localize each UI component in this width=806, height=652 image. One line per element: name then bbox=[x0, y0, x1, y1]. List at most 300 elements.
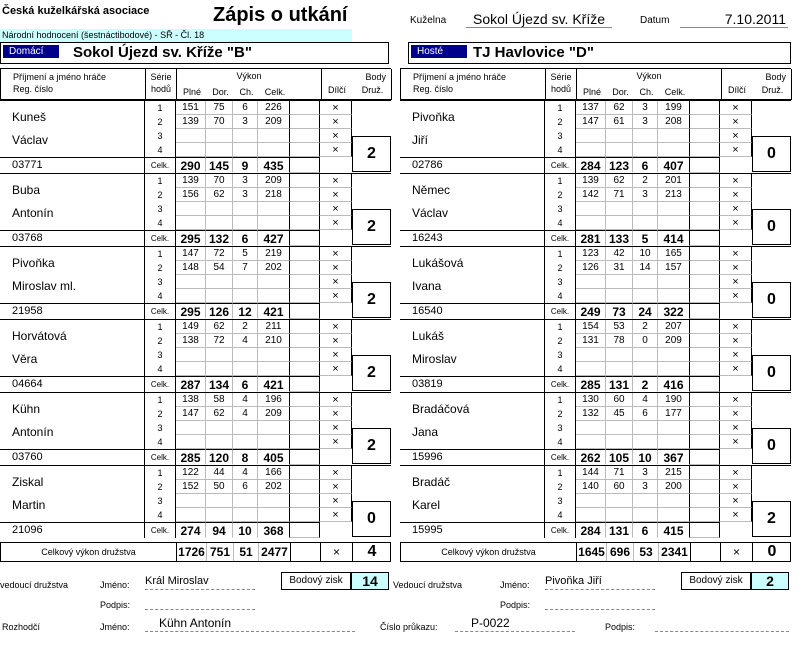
series-num: 1 bbox=[144, 247, 176, 261]
guest-name-col: Příjmení a jméno hráče bbox=[413, 72, 507, 82]
dilci-cell: × bbox=[320, 247, 352, 261]
series-cell: 3 bbox=[233, 115, 258, 129]
series-num: 1 bbox=[544, 247, 576, 261]
series-cell bbox=[233, 362, 258, 376]
total-cell: 285 bbox=[176, 449, 206, 465]
series-cell: 71 bbox=[606, 466, 633, 480]
series-cell: 139 bbox=[576, 174, 606, 188]
series-num: 3 bbox=[544, 275, 576, 289]
referee-sign-field[interactable] bbox=[655, 616, 789, 632]
series-num: 3 bbox=[544, 129, 576, 143]
series-cell: 149 bbox=[176, 320, 206, 334]
player-surname: Bradáčová bbox=[412, 402, 470, 416]
total-cell: 285 bbox=[576, 376, 606, 392]
player-points-box: 2 bbox=[352, 355, 391, 391]
guest-sign-field[interactable] bbox=[545, 596, 655, 610]
page-title: Zápis o utkání bbox=[213, 4, 348, 26]
home-leader-field[interactable]: Král Miroslav bbox=[145, 575, 255, 590]
team-total-cell: 1726 bbox=[177, 543, 207, 561]
series-cell: 3 bbox=[233, 174, 258, 188]
series-num: 3 bbox=[544, 348, 576, 362]
series-cell bbox=[658, 143, 690, 157]
total-cell: 322 bbox=[658, 303, 690, 319]
home-name-col: Příjmení a jméno hráče bbox=[13, 72, 107, 82]
total-cell: 262 bbox=[576, 449, 606, 465]
series-cell bbox=[633, 129, 658, 143]
total-cell: 368 bbox=[258, 522, 290, 538]
home-player-1 bbox=[0, 100, 391, 173]
org-name: Česká kuželkářská asociace bbox=[2, 5, 150, 17]
series-cell bbox=[576, 508, 606, 522]
series-num: 2 bbox=[544, 480, 576, 494]
series-cell: 218 bbox=[258, 188, 290, 202]
series-cell bbox=[176, 421, 206, 435]
series-cell: 138 bbox=[176, 393, 206, 407]
series-cell bbox=[576, 362, 606, 376]
total-cell: 9 bbox=[233, 157, 258, 173]
series-cell bbox=[606, 362, 633, 376]
player-reg: 15996 bbox=[412, 451, 443, 463]
dilci-cell: × bbox=[320, 216, 352, 230]
total-cell: 427 bbox=[258, 230, 290, 246]
series-cell bbox=[658, 289, 690, 303]
team-total-label: Celkový výkon družstva bbox=[401, 543, 577, 561]
series-cell bbox=[606, 275, 633, 289]
total-cell: 405 bbox=[258, 449, 290, 465]
series-cell bbox=[576, 435, 606, 449]
series-cell bbox=[606, 129, 633, 143]
series-cell: 62 bbox=[206, 407, 233, 421]
series-cell: 6 bbox=[633, 407, 658, 421]
series-cell bbox=[258, 143, 290, 157]
total-cell: 249 bbox=[576, 303, 606, 319]
home-dor-col: Dor. bbox=[212, 87, 229, 97]
series-num: 4 bbox=[144, 143, 176, 157]
guest-leader-field[interactable]: Pivoňka Jiří bbox=[545, 575, 655, 590]
series-cell: 6 bbox=[233, 101, 258, 115]
guest-perf-col: Výkon bbox=[636, 71, 662, 81]
guest-player-5 bbox=[400, 392, 791, 465]
total-cell: 416 bbox=[658, 376, 690, 392]
series-cell bbox=[576, 216, 606, 230]
series-cell bbox=[258, 435, 290, 449]
alley-label: Kuželna bbox=[410, 15, 447, 26]
series-cell bbox=[176, 289, 206, 303]
home-reg-col: Reg. číslo bbox=[13, 84, 54, 94]
guest-side bbox=[400, 68, 791, 610]
series-num: 2 bbox=[144, 407, 176, 421]
player-surname: Ziskal bbox=[12, 475, 44, 489]
series-cell bbox=[633, 143, 658, 157]
dilci-cell: × bbox=[720, 320, 752, 334]
dilci-cell: × bbox=[320, 261, 352, 275]
total-cell: 6 bbox=[633, 157, 658, 173]
series-cell bbox=[633, 362, 658, 376]
series-cell bbox=[606, 143, 633, 157]
dilci-cell: × bbox=[320, 421, 352, 435]
series-cell: 42 bbox=[606, 247, 633, 261]
series-cell bbox=[233, 143, 258, 157]
dilci-cell: × bbox=[720, 466, 752, 480]
guest-series-col: Série hodů bbox=[545, 69, 577, 100]
series-num: 1 bbox=[544, 174, 576, 188]
series-num: 3 bbox=[144, 348, 176, 362]
series-cell: 201 bbox=[658, 174, 690, 188]
series-cell: 202 bbox=[258, 480, 290, 494]
series-cell bbox=[658, 202, 690, 216]
home-col-header bbox=[0, 68, 391, 100]
series-cell bbox=[176, 202, 206, 216]
series-cell bbox=[206, 275, 233, 289]
team-total-cell: 1645 bbox=[577, 543, 607, 561]
total-cell: 295 bbox=[176, 303, 206, 319]
player-surname: Lukáš bbox=[412, 329, 445, 343]
series-num: 3 bbox=[144, 421, 176, 435]
series-num: 2 bbox=[144, 480, 176, 494]
team-points: 0 bbox=[767, 543, 777, 560]
dilci-cell: × bbox=[320, 508, 352, 522]
total-cell: 12 bbox=[233, 303, 258, 319]
player-reg: 15995 bbox=[412, 524, 443, 536]
series-cell bbox=[206, 508, 233, 522]
guest-leader-label: Vedoucí družstva bbox=[393, 580, 463, 590]
series-cell bbox=[576, 494, 606, 508]
series-cell: 3 bbox=[233, 188, 258, 202]
series-cell: 5 bbox=[233, 247, 258, 261]
player-points-box: 0 bbox=[752, 282, 791, 318]
guest-dor-col: Dor. bbox=[612, 87, 629, 97]
series-cell: 10 bbox=[633, 247, 658, 261]
series-cell: 213 bbox=[658, 188, 690, 202]
series-cell bbox=[258, 129, 290, 143]
home-team-bar bbox=[0, 42, 389, 64]
dilci-cell: × bbox=[720, 115, 752, 129]
guest-sign-label: Podpis: bbox=[500, 600, 531, 610]
home-ch-col: Ch. bbox=[239, 87, 254, 97]
series-cell: 72 bbox=[206, 247, 233, 261]
series-cell bbox=[206, 435, 233, 449]
series-num: 3 bbox=[544, 421, 576, 435]
referee-name-label: Jméno: bbox=[100, 622, 130, 632]
series-cell bbox=[258, 202, 290, 216]
dilci-cell: × bbox=[720, 435, 752, 449]
series-num: 4 bbox=[544, 362, 576, 376]
dilci-cell: × bbox=[320, 202, 352, 216]
total-cell: 10 bbox=[633, 449, 658, 465]
date-field[interactable]: 7.10.2011 bbox=[680, 11, 788, 28]
dilci-cell: × bbox=[320, 334, 352, 348]
series-cell: 54 bbox=[206, 261, 233, 275]
total-cell: 290 bbox=[176, 157, 206, 173]
total-cell: 295 bbox=[176, 230, 206, 246]
series-cell: 156 bbox=[176, 188, 206, 202]
series-cell: 209 bbox=[258, 174, 290, 188]
series-cell: 14 bbox=[633, 261, 658, 275]
series-cell: 31 bbox=[606, 261, 633, 275]
guest-player-6 bbox=[400, 465, 791, 538]
series-num: 1 bbox=[544, 393, 576, 407]
home-leader-label: vedoucí družstva bbox=[0, 580, 69, 590]
series-cell: 6 bbox=[233, 480, 258, 494]
series-cell: 3 bbox=[633, 188, 658, 202]
total-cell: 131 bbox=[606, 376, 633, 392]
player-surname: Buba bbox=[12, 183, 41, 197]
series-cell bbox=[258, 348, 290, 362]
player-points-box: 0 bbox=[352, 501, 391, 537]
series-cell bbox=[633, 202, 658, 216]
player-surname: Pivoňka bbox=[12, 256, 55, 270]
player-firstname: Martin bbox=[12, 498, 46, 512]
series-cell bbox=[233, 435, 258, 449]
player-points-box: 0 bbox=[752, 428, 791, 464]
team-total-label: Celkový výkon družstva bbox=[1, 543, 177, 561]
series-cell bbox=[176, 435, 206, 449]
series-cell: 75 bbox=[206, 101, 233, 115]
total-cell: 367 bbox=[658, 449, 690, 465]
series-cell: 200 bbox=[658, 480, 690, 494]
home-dilci-col: Dílčí bbox=[328, 85, 346, 95]
series-cell bbox=[206, 362, 233, 376]
series-cell: 166 bbox=[258, 466, 290, 480]
series-cell bbox=[606, 348, 633, 362]
dilci-cell: × bbox=[320, 494, 352, 508]
series-cell bbox=[206, 289, 233, 303]
total-cell: 94 bbox=[206, 522, 233, 538]
series-num: 2 bbox=[144, 334, 176, 348]
series-num: 1 bbox=[144, 466, 176, 480]
team-total-x: × bbox=[321, 543, 353, 561]
series-num: 4 bbox=[144, 362, 176, 376]
series-cell bbox=[233, 494, 258, 508]
alley-field[interactable]: Sokol Újezd sv. Kříže bbox=[466, 11, 612, 28]
total-cell: 6 bbox=[633, 522, 658, 538]
guest-name-label: Jméno: bbox=[500, 580, 530, 590]
series-cell: 3 bbox=[633, 101, 658, 115]
dilci-cell: × bbox=[720, 216, 752, 230]
dilci-cell: × bbox=[720, 480, 752, 494]
series-cell: 70 bbox=[206, 174, 233, 188]
total-cell: 2 bbox=[633, 376, 658, 392]
player-reg: 03771 bbox=[12, 159, 43, 171]
home-points-col: Body bbox=[365, 72, 386, 82]
series-num: 2 bbox=[144, 188, 176, 202]
dilci-cell: × bbox=[320, 174, 352, 188]
referee-field[interactable]: Kühn Antonín bbox=[145, 616, 355, 632]
series-cell bbox=[633, 289, 658, 303]
series-cell: 4 bbox=[233, 393, 258, 407]
player-surname: Lukášová bbox=[412, 256, 464, 270]
series-num: 1 bbox=[544, 466, 576, 480]
series-cell bbox=[233, 275, 258, 289]
dilci-cell: × bbox=[320, 115, 352, 129]
team-total-cell: 2477 bbox=[259, 543, 291, 561]
series-num: 1 bbox=[544, 101, 576, 115]
referee-sign-label: Podpis: bbox=[605, 622, 636, 632]
series-cell bbox=[576, 348, 606, 362]
series-cell bbox=[176, 216, 206, 230]
series-cell bbox=[606, 494, 633, 508]
home-sign-label: Podpis: bbox=[100, 600, 131, 610]
player-surname: Horvátová bbox=[12, 329, 67, 343]
dilci-cell: × bbox=[320, 289, 352, 303]
total-cell: 414 bbox=[658, 230, 690, 246]
series-cell bbox=[233, 348, 258, 362]
series-num: 1 bbox=[544, 320, 576, 334]
series-cell bbox=[576, 143, 606, 157]
dilci-cell: × bbox=[720, 362, 752, 376]
series-cell: 209 bbox=[258, 115, 290, 129]
rating-system: Národní hodnocení (šestnáctibodové) - SŘ - Čl. 18 bbox=[0, 29, 352, 42]
series-cell bbox=[633, 275, 658, 289]
player-surname: Pivoňka bbox=[412, 110, 455, 124]
series-cell bbox=[576, 202, 606, 216]
player-firstname: Miroslav ml. bbox=[12, 279, 77, 293]
series-total: Celk. bbox=[544, 376, 576, 392]
dilci-cell: × bbox=[720, 289, 752, 303]
dilci-cell: × bbox=[320, 362, 352, 376]
total-cell: 133 bbox=[606, 230, 633, 246]
series-cell bbox=[176, 508, 206, 522]
player-firstname: Ivana bbox=[412, 279, 442, 293]
series-cell: 72 bbox=[206, 334, 233, 348]
card-label: Číslo průkazu: bbox=[380, 622, 438, 632]
series-cell bbox=[233, 216, 258, 230]
series-cell: 209 bbox=[258, 407, 290, 421]
series-cell bbox=[576, 289, 606, 303]
series-cell: 211 bbox=[258, 320, 290, 334]
series-cell bbox=[658, 129, 690, 143]
total-cell: 145 bbox=[206, 157, 233, 173]
home-celk-col: Celk. bbox=[264, 87, 286, 97]
dilci-cell: × bbox=[320, 188, 352, 202]
dilci-cell: × bbox=[720, 275, 752, 289]
series-cell bbox=[606, 202, 633, 216]
team-total-x: × bbox=[721, 543, 753, 561]
series-cell: 139 bbox=[176, 174, 206, 188]
series-total: Celk. bbox=[544, 230, 576, 246]
series-cell: 3 bbox=[633, 466, 658, 480]
dilci-cell: × bbox=[320, 435, 352, 449]
series-cell: 199 bbox=[658, 101, 690, 115]
series-cell: 157 bbox=[658, 261, 690, 275]
guest-player-3 bbox=[400, 246, 791, 319]
series-num: 3 bbox=[544, 202, 576, 216]
series-num: 4 bbox=[144, 216, 176, 230]
series-cell bbox=[233, 421, 258, 435]
guest-tag: Hosté bbox=[411, 45, 467, 58]
series-total: Celk. bbox=[144, 449, 176, 465]
series-cell bbox=[258, 421, 290, 435]
home-team-name: Sokol Újezd sv. Kříže "B" bbox=[73, 44, 252, 61]
series-cell: 144 bbox=[576, 466, 606, 480]
series-num: 1 bbox=[144, 174, 176, 188]
series-cell: 207 bbox=[658, 320, 690, 334]
series-cell bbox=[206, 143, 233, 157]
guest-col-header bbox=[400, 68, 791, 100]
series-num: 4 bbox=[544, 508, 576, 522]
player-points-box: 2 bbox=[752, 501, 791, 537]
team-points: 4 bbox=[367, 543, 377, 560]
player-points-box: 2 bbox=[352, 282, 391, 318]
player-firstname: Antonín bbox=[12, 425, 54, 439]
total-cell: 287 bbox=[176, 376, 206, 392]
home-player-3 bbox=[0, 246, 391, 319]
guest-dilci-col: Dílčí bbox=[728, 85, 746, 95]
series-num: 3 bbox=[144, 129, 176, 143]
series-cell: 139 bbox=[176, 115, 206, 129]
player-firstname: Antonín bbox=[12, 206, 54, 220]
series-num: 3 bbox=[144, 202, 176, 216]
series-cell: 219 bbox=[258, 247, 290, 261]
team-total-cell: 751 bbox=[207, 543, 234, 561]
series-cell: 4 bbox=[233, 466, 258, 480]
dilci-cell: × bbox=[320, 275, 352, 289]
series-num: 3 bbox=[144, 494, 176, 508]
home-sign-field[interactable] bbox=[145, 596, 255, 610]
player-firstname: Václav bbox=[12, 133, 49, 147]
series-cell: 132 bbox=[576, 407, 606, 421]
series-cell bbox=[606, 216, 633, 230]
home-bodovy-zisk: 14 bbox=[351, 572, 389, 590]
series-cell: 71 bbox=[606, 188, 633, 202]
team-total-cell: 696 bbox=[607, 543, 634, 561]
player-reg: 03768 bbox=[12, 232, 43, 244]
series-cell bbox=[658, 348, 690, 362]
dilci-cell: × bbox=[320, 143, 352, 157]
series-cell bbox=[176, 129, 206, 143]
total-cell: 24 bbox=[633, 303, 658, 319]
series-total: Celk. bbox=[544, 157, 576, 173]
home-series-col: Série hodů bbox=[145, 69, 177, 100]
dilci-cell: × bbox=[320, 320, 352, 334]
series-cell bbox=[606, 508, 633, 522]
series-cell: 3 bbox=[633, 480, 658, 494]
series-cell: 62 bbox=[206, 320, 233, 334]
series-cell bbox=[258, 362, 290, 376]
series-cell bbox=[658, 362, 690, 376]
series-cell: 165 bbox=[658, 247, 690, 261]
series-num: 2 bbox=[544, 261, 576, 275]
series-cell bbox=[606, 421, 633, 435]
series-cell: 202 bbox=[258, 261, 290, 275]
home-druz-col: Druž. bbox=[361, 85, 384, 95]
series-cell bbox=[658, 216, 690, 230]
guest-bodovy-zisk-label: Bodový zisk bbox=[681, 572, 751, 590]
series-total: Celk. bbox=[144, 522, 176, 538]
series-num: 4 bbox=[544, 435, 576, 449]
series-cell bbox=[258, 494, 290, 508]
series-total: Celk. bbox=[144, 303, 176, 319]
home-player-4 bbox=[0, 319, 391, 392]
series-cell: 208 bbox=[658, 115, 690, 129]
dilci-cell: × bbox=[720, 508, 752, 522]
guest-team-name: TJ Havlovice "D" bbox=[473, 44, 594, 61]
series-cell: 210 bbox=[258, 334, 290, 348]
series-cell bbox=[633, 348, 658, 362]
series-cell: 45 bbox=[606, 407, 633, 421]
dilci-cell: × bbox=[320, 466, 352, 480]
card-field[interactable]: P-0022 bbox=[455, 616, 575, 632]
guest-player-1 bbox=[400, 100, 791, 173]
series-cell bbox=[658, 435, 690, 449]
series-cell bbox=[258, 508, 290, 522]
series-cell bbox=[258, 216, 290, 230]
home-player-6 bbox=[0, 465, 391, 538]
series-num: 2 bbox=[144, 115, 176, 129]
guest-team-total-row bbox=[400, 542, 791, 562]
series-num: 1 bbox=[144, 320, 176, 334]
series-num: 3 bbox=[544, 494, 576, 508]
